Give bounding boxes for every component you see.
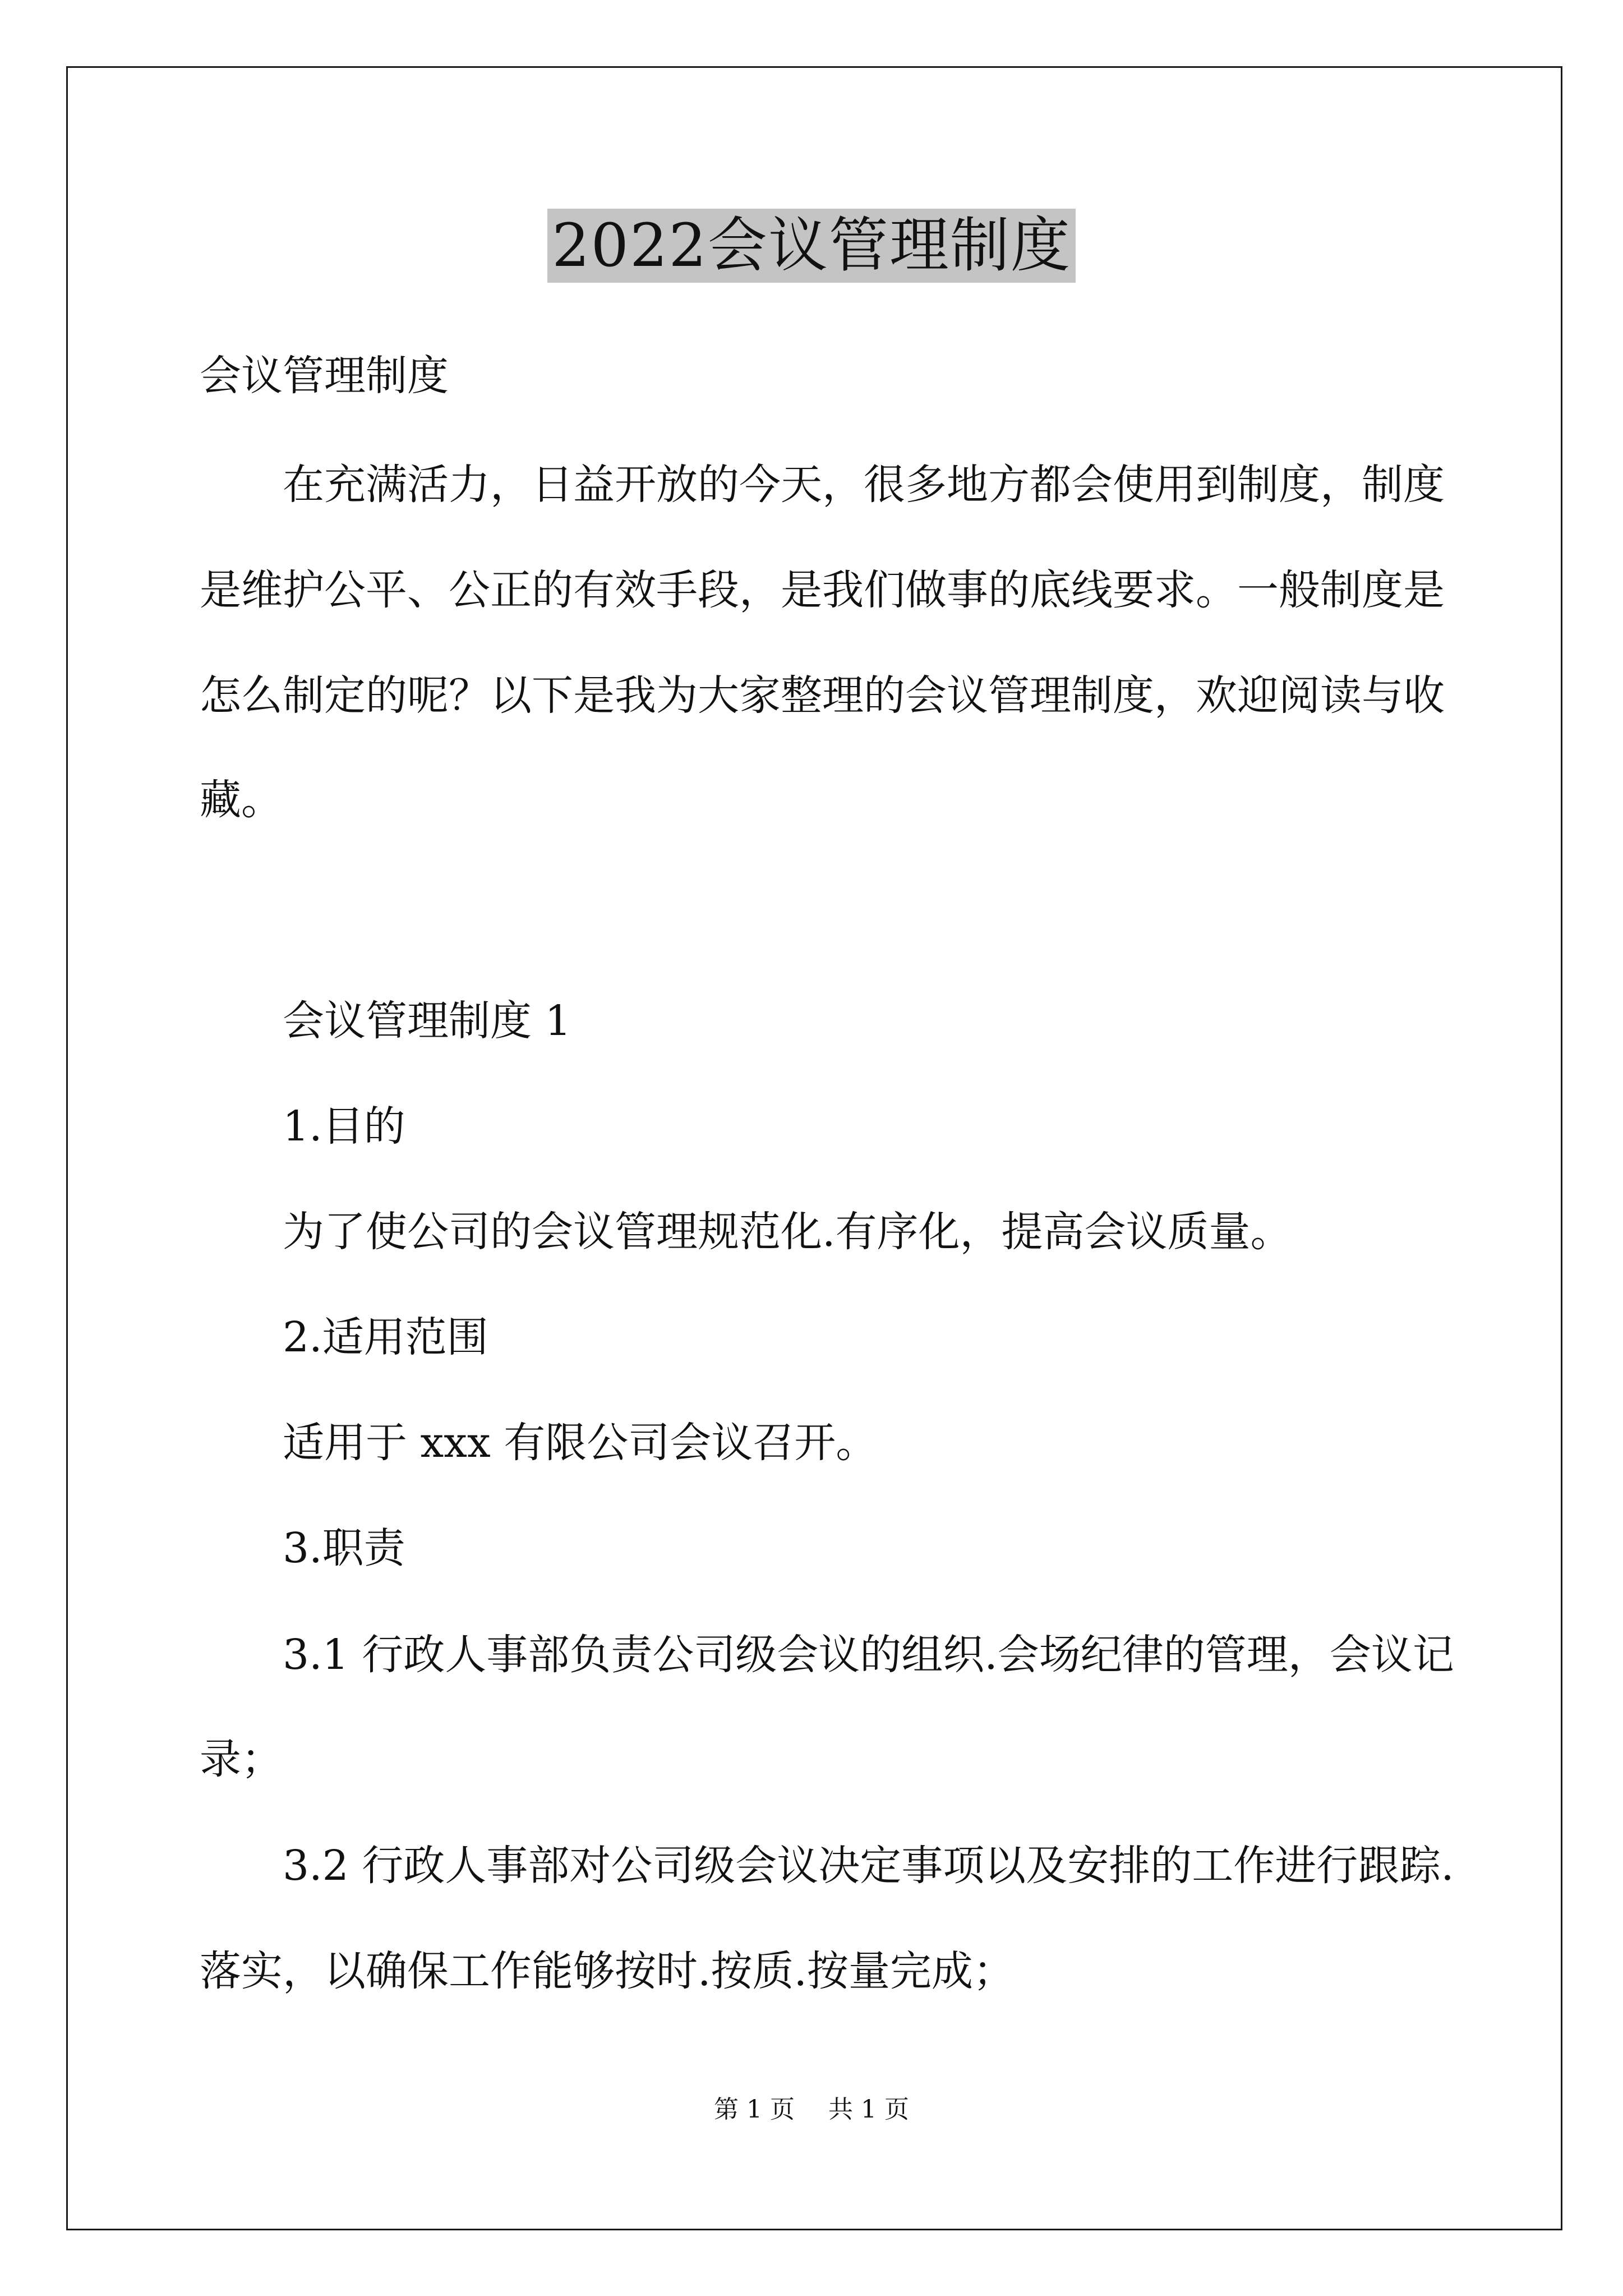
- page-number: 第 1 页: [714, 2095, 795, 2124]
- text-purpose: 为了使公司的会议管理规范化.有序化，提高会议质量。: [283, 1208, 1292, 1256]
- intro-line-2: 是维护公平、公正的有效手段，是我们做事的底线要求。一般制度是: [200, 566, 1445, 614]
- item-3-2-line-1: 3.2 行政人事部对公司级会议决定事项以及安排的工作进行跟踪.: [283, 1842, 1454, 1890]
- text-scope: 适用于 xxx 有限公司会议召开。: [283, 1419, 878, 1467]
- section-title: 会议管理制度 1: [283, 997, 571, 1045]
- page-total: 共 1 页: [828, 2095, 909, 2124]
- intro-line-4: 藏。: [200, 776, 283, 824]
- document-subtitle: 会议管理制度: [200, 352, 449, 400]
- intro-line-1: 在充满活力，日益开放的今天，很多地方都会使用到制度，制度: [283, 461, 1445, 509]
- heading-scope: 2.适用范围: [283, 1313, 488, 1361]
- item-3-1-line-1: 3.1 行政人事部负责公司级会议的组织.会场纪律的管理，会议记: [283, 1631, 1454, 1679]
- heading-purpose: 1.目的: [283, 1102, 405, 1151]
- item-3-2-line-2: 落实，以确保工作能够按时.按质.按量完成；: [200, 1947, 1015, 1995]
- intro-line-3: 怎么制定的呢？以下是我为大家整理的会议管理制度，欢迎阅读与收: [200, 671, 1445, 720]
- document-title: 2022会议管理制度: [547, 209, 1076, 283]
- item-3-1-line-2: 录；: [200, 1735, 283, 1783]
- title-container: [0, 209, 1623, 283]
- page-footer: [0, 2093, 1623, 2127]
- heading-duties: 3.职责: [283, 1524, 405, 1572]
